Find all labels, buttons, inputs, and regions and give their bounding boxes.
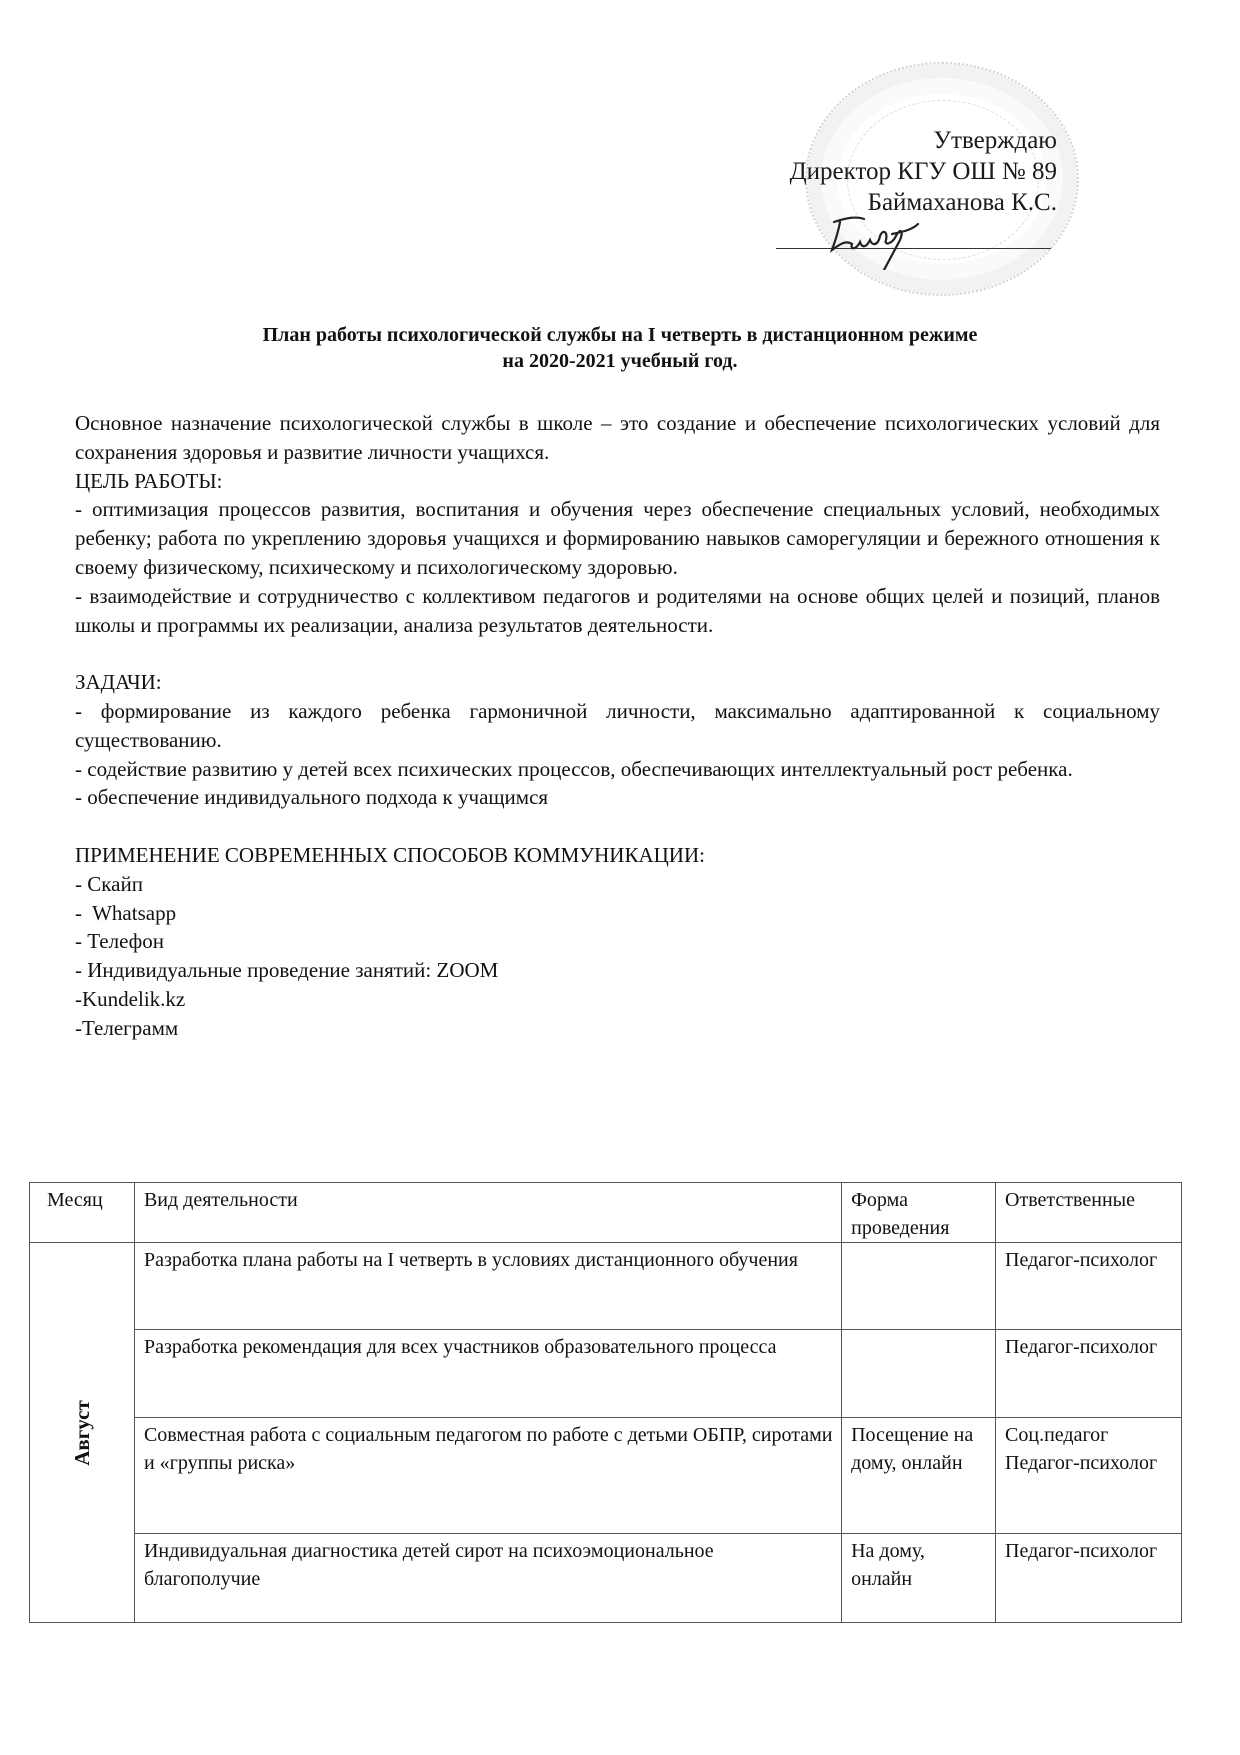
communication-item: - Whatsapp [75, 900, 177, 925]
responsible-cell: Соц.педагог Педагог-психолог [996, 1418, 1182, 1534]
header-activity: Вид деятельности [134, 1183, 841, 1243]
approval-block [790, 125, 1057, 218]
tasks-heading: ЗАДАЧИ: [75, 670, 162, 695]
responsible-cell: Педагог-психолог [996, 1330, 1182, 1418]
intro-paragraph: Основное назначение психологической службы в школе – это создание и обеспечение психологических условий для сохранения здоровья и развитие личности учащихся. [75, 411, 1160, 464]
goal-item: - взаимодействие и сотрудничество с коллективом педагогов и родителями на основе общих целей и позиций, планов школы и программы их реализации, анализа результатов деятельности. [75, 583, 1160, 637]
month-label: Август [69, 1399, 94, 1466]
communication-item: - Индивидуальные проведение занятий: ZOOM [75, 958, 499, 983]
form-cell [842, 1330, 996, 1418]
goal-item: - оптимизация процессов развития, воспитания и обучения через обеспечение специальных условий, необходимых ребенку; работа по укреплению здоровья учащихся и формированию навыков саморегуляции и бережного отношения к своему физическому, психическому и психологическому здоровью. [75, 497, 1160, 579]
document-body [75, 409, 1160, 1043]
activity-cell: Совместная работа с социальным педагогом по работе с детьми ОБПР, сиротами и «группы риска» [134, 1418, 841, 1534]
task-item: - формирование из каждого ребенка гармоничной личности, максимально адаптированной к социальному существованию. [75, 698, 1160, 752]
responsible-cell: Педагог-психолог [996, 1243, 1182, 1330]
form-cell [842, 1243, 996, 1330]
activity-cell: Разработка плана работы на I четверть в условиях дистанционного обучения [134, 1243, 841, 1330]
table-row [30, 1418, 1182, 1534]
spacer [75, 812, 1160, 841]
goal-heading: ЦЕЛЬ РАБОТЫ: [75, 468, 223, 493]
communication-heading: ПРИМЕНЕНИЕ СОВРЕМЕННЫХ СПОСОБОВ КОММУНИКАЦИИ: [75, 842, 705, 867]
communication-item: -Kundelik.kz [75, 986, 186, 1011]
activity-cell: Разработка рекомендация для всех участников образовательного процесса [134, 1330, 841, 1418]
table-row [30, 1330, 1182, 1418]
document-title [0, 322, 1240, 374]
task-item: - содействие развитию у детей всех психических процессов, обеспечивающих интеллектуальный рост ребенка. [75, 756, 1073, 781]
title-line-1: План работы психологической службы на I четверть в дистанционном режиме [262, 324, 978, 346]
activity-cell: Индивидуальная диагностика детей сирот на психоэмоциональное благополучие [134, 1534, 841, 1623]
responsible-cell: Педагог-психолог [996, 1534, 1182, 1623]
communication-item: - Скайп [75, 871, 143, 896]
title-line-2: на 2020-2021 учебный год. [502, 350, 738, 372]
communication-item: - Телефон [75, 929, 164, 954]
approval-word: Утверждаю [933, 127, 1057, 154]
table-header-row [30, 1183, 1182, 1243]
form-cell: На дому, онлайн [842, 1534, 996, 1623]
table-row [30, 1243, 1182, 1330]
approval-name: Баймаханова К.С. [867, 189, 1057, 216]
form-cell: Посещение на дому, онлайн [842, 1418, 996, 1534]
task-item: - обеспечение индивидуального подхода к учащимся [75, 785, 549, 810]
header-month: Месяц [30, 1183, 135, 1243]
signature-icon [826, 210, 936, 270]
table-row [30, 1534, 1182, 1623]
communication-item: -Телеграмм [75, 1015, 179, 1040]
spacer [75, 639, 1160, 668]
plan-table [29, 1182, 1182, 1623]
header-form: Форма проведения [842, 1183, 996, 1243]
approval-position: Директор КГУ ОШ № 89 [789, 158, 1057, 185]
header-responsible: Ответственные [996, 1183, 1182, 1243]
month-cell [30, 1243, 135, 1623]
